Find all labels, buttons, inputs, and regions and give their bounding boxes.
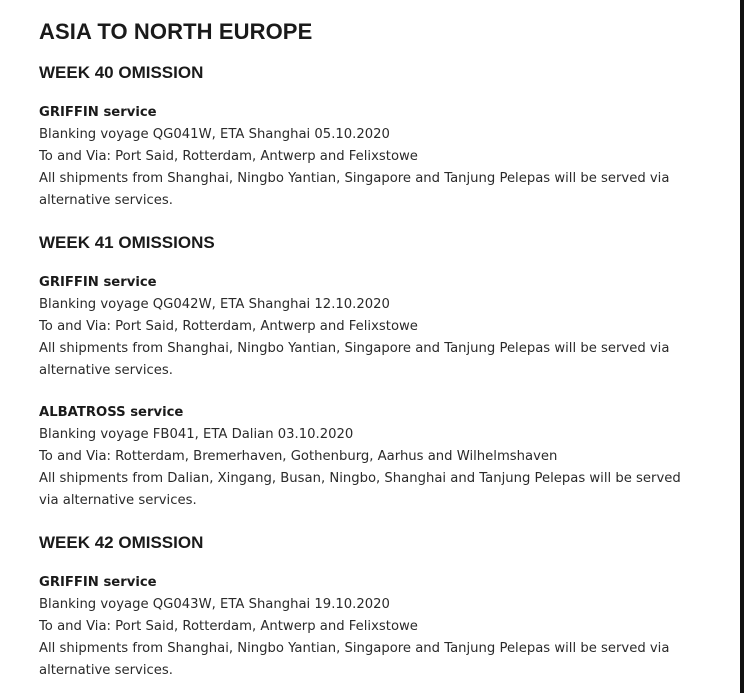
week-42-heading: WEEK 42 OMISSION [39, 533, 204, 552]
week-41-griffin-service [39, 272, 729, 382]
week-41-heading: WEEK 41 OMISSIONS [39, 233, 215, 252]
service-suffix: service [125, 405, 184, 420]
voyage-line: Blanking voyage QG041W, ETA Shanghai 05.10.2020 [39, 127, 390, 142]
shipments-note: All shipments from Shanghai, Ningbo Yantian, Singapore and Tanjung Pelepas will be served via alternative services. [39, 171, 670, 208]
voyage-line: Blanking voyage FB041, ETA Dalian 03.10.2020 [39, 427, 354, 442]
page-title: ASIA TO NORTH EUROPE [39, 19, 313, 44]
route-line: To and Via: Rotterdam, Bremerhaven, Gothenburg, Aarhus and Wilhelmshaven [39, 449, 558, 464]
service-name: GRIFFIN [39, 275, 99, 290]
route-line: To and Via: Port Said, Rotterdam, Antwerp and Felixstowe [39, 619, 418, 634]
shipments-note: All shipments from Shanghai, Ningbo Yantian, Singapore and Tanjung Pelepas will be served via alternative services. [39, 341, 670, 378]
route-line: To and Via: Port Said, Rotterdam, Antwerp and Felixstowe [39, 319, 418, 334]
route-line: To and Via: Port Said, Rotterdam, Antwerp and Felixstowe [39, 149, 418, 164]
shipments-note: All shipments from Shanghai, Ningbo Yantian, Singapore and Tanjung Pelepas will be served via alternative services. [39, 641, 670, 678]
service-suffix: service [98, 275, 157, 290]
week-42-griffin-service [39, 572, 729, 682]
service-suffix: service [98, 575, 157, 590]
shipments-note: All shipments from Dalian, Xingang, Busan, Ningbo, Shanghai and Tanjung Pelepas will be served via alternative services. [39, 471, 681, 508]
service-name: GRIFFIN [39, 105, 99, 120]
document-content [39, 18, 729, 682]
service-name: GRIFFIN [39, 575, 99, 590]
week-40-heading: WEEK 40 OMISSION [39, 63, 204, 82]
voyage-line: Blanking voyage QG043W, ETA Shanghai 19.10.2020 [39, 597, 390, 612]
voyage-line: Blanking voyage QG042W, ETA Shanghai 12.10.2020 [39, 297, 390, 312]
service-name: ALBATROSS [39, 405, 126, 420]
week-41-albatross-service [39, 402, 729, 512]
service-suffix: service [98, 105, 157, 120]
page-edge-border [740, 0, 744, 693]
week-40-griffin-service [39, 102, 729, 212]
